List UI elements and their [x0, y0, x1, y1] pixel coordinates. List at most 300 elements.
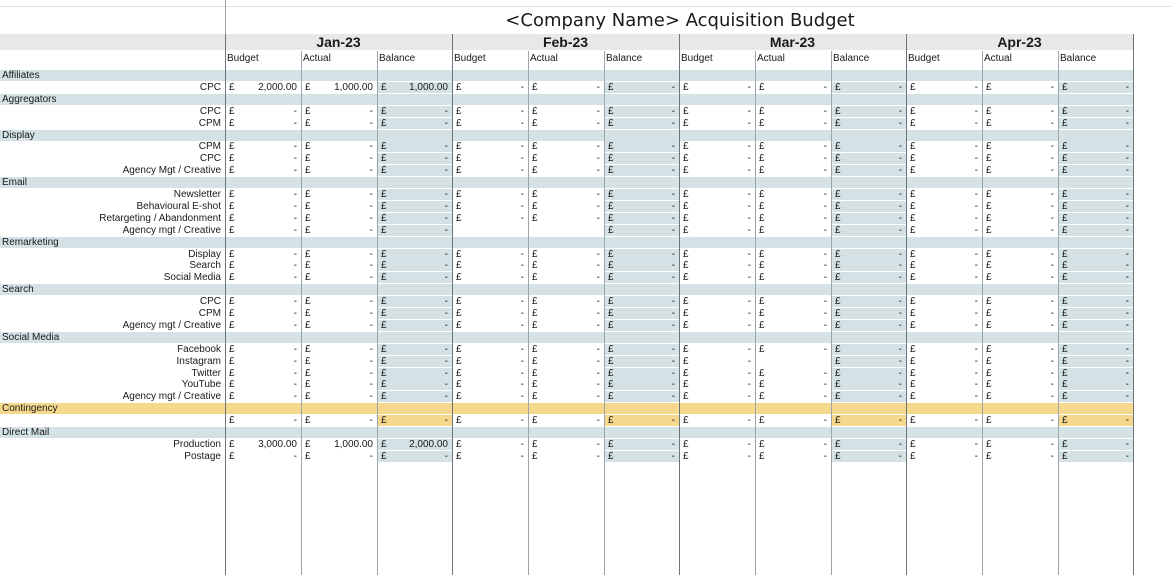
- budget-cell[interactable]: [452, 201, 528, 212]
- subheader-balance[interactable]: Balance: [377, 51, 452, 67]
- actual-cell[interactable]: [301, 344, 377, 355]
- balance-cell[interactable]: [1058, 118, 1133, 129]
- budget-cell[interactable]: [225, 225, 301, 236]
- balance-cell[interactable]: [604, 308, 679, 319]
- actual-cell[interactable]: [755, 165, 831, 176]
- budget-cell[interactable]: [452, 225, 528, 236]
- actual-cell[interactable]: [528, 141, 604, 152]
- budget-cell[interactable]: [225, 344, 301, 355]
- balance-cell[interactable]: [1058, 439, 1133, 450]
- balance-cell[interactable]: [604, 141, 679, 152]
- month-header-jan-23[interactable]: Jan-23: [225, 34, 452, 50]
- balance-cell[interactable]: [1058, 368, 1133, 379]
- actual-cell[interactable]: [301, 189, 377, 200]
- row-label[interactable]: Agency Mgt / Creative: [0, 165, 225, 176]
- row-label[interactable]: Social Media: [0, 272, 225, 283]
- budget-cell[interactable]: [225, 320, 301, 331]
- budget-cell[interactable]: [679, 201, 755, 212]
- actual-cell[interactable]: [755, 320, 831, 331]
- row-label[interactable]: Display: [0, 249, 225, 260]
- row-label[interactable]: Newsletter: [0, 189, 225, 200]
- balance-cell[interactable]: [831, 320, 906, 331]
- balance-cell[interactable]: [1058, 308, 1133, 319]
- budget-cell[interactable]: [679, 82, 755, 93]
- actual-cell[interactable]: [755, 379, 831, 390]
- actual-cell[interactable]: [982, 439, 1058, 450]
- group-label[interactable]: Aggregators: [0, 94, 1133, 105]
- actual-cell[interactable]: [528, 213, 604, 224]
- actual-cell[interactable]: [755, 368, 831, 379]
- balance-cell[interactable]: [831, 106, 906, 117]
- budget-cell[interactable]: [679, 249, 755, 260]
- row-label[interactable]: Agency mgt / Creative: [0, 320, 225, 331]
- actual-cell[interactable]: [528, 451, 604, 462]
- month-header-mar-23[interactable]: Mar-23: [679, 34, 906, 50]
- balance-cell[interactable]: [377, 379, 452, 390]
- balance-cell[interactable]: [377, 106, 452, 117]
- balance-cell[interactable]: [831, 249, 906, 260]
- balance-cell[interactable]: [831, 260, 906, 271]
- row-label[interactable]: CPC: [0, 106, 225, 117]
- balance-cell[interactable]: [604, 165, 679, 176]
- actual-cell[interactable]: [755, 213, 831, 224]
- budget-cell[interactable]: [452, 379, 528, 390]
- actual-cell[interactable]: [982, 379, 1058, 390]
- actual-cell[interactable]: [755, 296, 831, 307]
- actual-cell[interactable]: [528, 320, 604, 331]
- row-label[interactable]: CPC: [0, 82, 225, 93]
- balance-cell[interactable]: [831, 296, 906, 307]
- actual-cell[interactable]: [301, 391, 377, 402]
- actual-cell[interactable]: [982, 118, 1058, 129]
- month-header-apr-23[interactable]: Apr-23: [906, 34, 1133, 50]
- row-label[interactable]: Twitter: [0, 368, 225, 379]
- actual-cell[interactable]: [528, 225, 604, 236]
- balance-cell[interactable]: [1058, 415, 1133, 426]
- budget-cell[interactable]: [906, 368, 982, 379]
- balance-cell[interactable]: [604, 356, 679, 367]
- budget-cell[interactable]: [906, 391, 982, 402]
- row-label[interactable]: CPM: [0, 141, 225, 152]
- budget-cell[interactable]: [452, 415, 528, 426]
- balance-cell[interactable]: [604, 213, 679, 224]
- balance-cell[interactable]: [831, 379, 906, 390]
- budget-cell[interactable]: [679, 141, 755, 152]
- budget-cell[interactable]: [225, 272, 301, 283]
- actual-cell[interactable]: [982, 344, 1058, 355]
- balance-cell[interactable]: [377, 141, 452, 152]
- actual-cell[interactable]: [982, 225, 1058, 236]
- balance-cell[interactable]: [377, 165, 452, 176]
- actual-cell[interactable]: [982, 391, 1058, 402]
- balance-cell[interactable]: [1058, 82, 1133, 93]
- budget-cell[interactable]: [679, 344, 755, 355]
- balance-cell[interactable]: [604, 201, 679, 212]
- group-label[interactable]: Social Media: [0, 332, 1133, 343]
- actual-cell[interactable]: [528, 356, 604, 367]
- balance-cell[interactable]: [604, 225, 679, 236]
- actual-cell[interactable]: [982, 249, 1058, 260]
- actual-cell[interactable]: [528, 308, 604, 319]
- budget-cell[interactable]: [906, 82, 982, 93]
- actual-cell[interactable]: [528, 379, 604, 390]
- budget-cell[interactable]: [452, 272, 528, 283]
- budget-cell[interactable]: [679, 356, 755, 367]
- balance-cell[interactable]: [604, 368, 679, 379]
- budget-cell[interactable]: [452, 249, 528, 260]
- balance-cell[interactable]: [604, 260, 679, 271]
- actual-cell[interactable]: [528, 189, 604, 200]
- actual-cell[interactable]: [982, 141, 1058, 152]
- row-label[interactable]: Search: [0, 260, 225, 271]
- actual-cell[interactable]: [982, 320, 1058, 331]
- budget-cell[interactable]: [452, 82, 528, 93]
- balance-cell[interactable]: [831, 451, 906, 462]
- balance-cell[interactable]: [831, 153, 906, 164]
- balance-cell[interactable]: [831, 272, 906, 283]
- budget-cell[interactable]: [225, 260, 301, 271]
- budget-cell[interactable]: [452, 189, 528, 200]
- balance-cell[interactable]: [377, 153, 452, 164]
- balance-cell[interactable]: [831, 368, 906, 379]
- actual-cell[interactable]: [982, 82, 1058, 93]
- balance-cell[interactable]: [1058, 249, 1133, 260]
- budget-cell[interactable]: [679, 213, 755, 224]
- balance-cell[interactable]: [1058, 260, 1133, 271]
- actual-cell[interactable]: [755, 451, 831, 462]
- budget-cell[interactable]: [906, 344, 982, 355]
- actual-cell[interactable]: [982, 153, 1058, 164]
- budget-cell[interactable]: [679, 153, 755, 164]
- actual-cell[interactable]: [301, 118, 377, 129]
- budget-cell[interactable]: [906, 189, 982, 200]
- actual-cell[interactable]: [528, 439, 604, 450]
- balance-cell[interactable]: [831, 391, 906, 402]
- budget-cell[interactable]: [679, 368, 755, 379]
- balance-cell[interactable]: [377, 391, 452, 402]
- subheader-balance[interactable]: Balance: [604, 51, 679, 67]
- actual-cell[interactable]: [982, 260, 1058, 271]
- balance-cell[interactable]: [604, 344, 679, 355]
- budget-cell[interactable]: [906, 201, 982, 212]
- balance-cell[interactable]: [377, 201, 452, 212]
- budget-cell[interactable]: [225, 379, 301, 390]
- balance-cell[interactable]: [831, 189, 906, 200]
- actual-cell[interactable]: [301, 225, 377, 236]
- actual-cell[interactable]: [301, 415, 377, 426]
- month-header-feb-23[interactable]: Feb-23: [452, 34, 679, 50]
- balance-cell[interactable]: [1058, 379, 1133, 390]
- subheader-balance[interactable]: Balance: [1058, 51, 1133, 67]
- actual-cell[interactable]: [755, 249, 831, 260]
- budget-cell[interactable]: [679, 308, 755, 319]
- balance-cell[interactable]: [604, 106, 679, 117]
- budget-cell[interactable]: [225, 439, 301, 450]
- actual-cell[interactable]: [755, 201, 831, 212]
- balance-cell[interactable]: [604, 153, 679, 164]
- subheader-balance[interactable]: Balance: [831, 51, 906, 67]
- actual-cell[interactable]: [982, 308, 1058, 319]
- balance-cell[interactable]: [604, 118, 679, 129]
- actual-cell[interactable]: [301, 451, 377, 462]
- balance-cell[interactable]: [377, 189, 452, 200]
- balance-cell[interactable]: [1058, 141, 1133, 152]
- actual-cell[interactable]: [528, 296, 604, 307]
- actual-cell[interactable]: [301, 141, 377, 152]
- balance-cell[interactable]: [604, 415, 679, 426]
- balance-cell[interactable]: [604, 439, 679, 450]
- row-label[interactable]: CPM: [0, 118, 225, 129]
- budget-cell[interactable]: [679, 379, 755, 390]
- budget-cell[interactable]: [679, 391, 755, 402]
- budget-cell[interactable]: [452, 165, 528, 176]
- balance-cell[interactable]: [1058, 320, 1133, 331]
- budget-cell[interactable]: [906, 379, 982, 390]
- subheader-actual[interactable]: Actual: [982, 51, 1058, 67]
- balance-cell[interactable]: [604, 296, 679, 307]
- actual-cell[interactable]: [528, 249, 604, 260]
- balance-cell[interactable]: [377, 118, 452, 129]
- balance-cell[interactable]: [1058, 391, 1133, 402]
- budget-cell[interactable]: [225, 82, 301, 93]
- actual-cell[interactable]: [301, 165, 377, 176]
- budget-cell[interactable]: [225, 415, 301, 426]
- balance-cell[interactable]: [377, 225, 452, 236]
- actual-cell[interactable]: [982, 201, 1058, 212]
- balance-cell[interactable]: [604, 320, 679, 331]
- actual-cell[interactable]: [528, 153, 604, 164]
- actual-cell[interactable]: [528, 201, 604, 212]
- row-label[interactable]: Postage: [0, 451, 225, 462]
- row-label[interactable]: CPM: [0, 308, 225, 319]
- budget-cell[interactable]: [452, 213, 528, 224]
- row-label[interactable]: [0, 415, 225, 426]
- balance-cell[interactable]: [604, 272, 679, 283]
- actual-cell[interactable]: [528, 165, 604, 176]
- actual-cell[interactable]: [755, 439, 831, 450]
- balance-cell[interactable]: [1058, 213, 1133, 224]
- balance-cell[interactable]: [831, 201, 906, 212]
- row-label[interactable]: Retargeting / Abandonment: [0, 213, 225, 224]
- balance-cell[interactable]: [1058, 356, 1133, 367]
- row-label[interactable]: Facebook: [0, 344, 225, 355]
- budget-cell[interactable]: [906, 225, 982, 236]
- budget-cell[interactable]: [906, 213, 982, 224]
- balance-cell[interactable]: [604, 451, 679, 462]
- budget-cell[interactable]: [452, 439, 528, 450]
- actual-cell[interactable]: [755, 308, 831, 319]
- budget-cell[interactable]: [679, 189, 755, 200]
- balance-cell[interactable]: [831, 213, 906, 224]
- budget-cell[interactable]: [906, 272, 982, 283]
- actual-cell[interactable]: [528, 272, 604, 283]
- actual-cell[interactable]: [982, 451, 1058, 462]
- budget-cell[interactable]: [906, 439, 982, 450]
- actual-cell[interactable]: [755, 141, 831, 152]
- budget-cell[interactable]: [225, 153, 301, 164]
- balance-cell[interactable]: [377, 249, 452, 260]
- balance-cell[interactable]: [604, 391, 679, 402]
- budget-cell[interactable]: [225, 165, 301, 176]
- budget-cell[interactable]: [452, 356, 528, 367]
- actual-cell[interactable]: [301, 379, 377, 390]
- balance-cell[interactable]: [377, 296, 452, 307]
- balance-cell[interactable]: [1058, 153, 1133, 164]
- actual-cell[interactable]: [301, 272, 377, 283]
- actual-cell[interactable]: [982, 106, 1058, 117]
- actual-cell[interactable]: [755, 225, 831, 236]
- row-label[interactable]: Instagram: [0, 356, 225, 367]
- balance-cell[interactable]: [1058, 344, 1133, 355]
- budget-cell[interactable]: [906, 415, 982, 426]
- actual-cell[interactable]: [982, 189, 1058, 200]
- balance-cell[interactable]: [831, 118, 906, 129]
- budget-cell[interactable]: [452, 118, 528, 129]
- balance-cell[interactable]: [831, 82, 906, 93]
- budget-cell[interactable]: [906, 296, 982, 307]
- budget-cell[interactable]: [225, 368, 301, 379]
- actual-cell[interactable]: [528, 391, 604, 402]
- budget-cell[interactable]: [679, 118, 755, 129]
- budget-cell[interactable]: [452, 391, 528, 402]
- actual-cell[interactable]: [528, 415, 604, 426]
- group-label[interactable]: Affiliates: [0, 70, 1133, 81]
- budget-cell[interactable]: [225, 249, 301, 260]
- actual-cell[interactable]: [755, 391, 831, 402]
- subheader-actual[interactable]: Actual: [528, 51, 604, 67]
- actual-cell[interactable]: [301, 356, 377, 367]
- row-label[interactable]: Production: [0, 439, 225, 450]
- balance-cell[interactable]: [377, 451, 452, 462]
- budget-cell[interactable]: [225, 308, 301, 319]
- balance-cell[interactable]: [377, 415, 452, 426]
- budget-cell[interactable]: [452, 296, 528, 307]
- actual-cell[interactable]: [301, 153, 377, 164]
- budget-cell[interactable]: [452, 320, 528, 331]
- subheader-budget[interactable]: Budget: [452, 51, 528, 67]
- balance-cell[interactable]: [377, 344, 452, 355]
- balance-cell[interactable]: [1058, 165, 1133, 176]
- budget-cell[interactable]: [679, 320, 755, 331]
- actual-cell[interactable]: [755, 118, 831, 129]
- balance-cell[interactable]: [1058, 296, 1133, 307]
- budget-cell[interactable]: [679, 451, 755, 462]
- balance-cell[interactable]: [377, 213, 452, 224]
- balance-cell[interactable]: [604, 82, 679, 93]
- budget-cell[interactable]: [679, 106, 755, 117]
- balance-cell[interactable]: [1058, 451, 1133, 462]
- actual-cell[interactable]: [755, 344, 831, 355]
- actual-cell[interactable]: [755, 189, 831, 200]
- actual-cell[interactable]: [301, 308, 377, 319]
- actual-cell[interactable]: [301, 439, 377, 450]
- balance-cell[interactable]: [377, 356, 452, 367]
- balance-cell[interactable]: [831, 308, 906, 319]
- subheader-budget[interactable]: Budget: [679, 51, 755, 67]
- budget-cell[interactable]: [906, 260, 982, 271]
- group-label[interactable]: Search: [0, 284, 1133, 295]
- balance-cell[interactable]: [831, 344, 906, 355]
- actual-cell[interactable]: [528, 260, 604, 271]
- actual-cell[interactable]: [301, 249, 377, 260]
- group-label[interactable]: Email: [0, 177, 1133, 188]
- row-label[interactable]: Behavioural E-shot: [0, 201, 225, 212]
- budget-cell[interactable]: [679, 225, 755, 236]
- group-label[interactable]: Contingency: [0, 403, 1133, 414]
- group-label[interactable]: Remarketing: [0, 237, 1133, 248]
- actual-cell[interactable]: [755, 106, 831, 117]
- actual-cell[interactable]: [301, 320, 377, 331]
- group-label[interactable]: Display: [0, 130, 1133, 141]
- actual-cell[interactable]: [528, 368, 604, 379]
- actual-cell[interactable]: [982, 272, 1058, 283]
- actual-cell[interactable]: [755, 260, 831, 271]
- actual-cell[interactable]: [755, 153, 831, 164]
- actual-cell[interactable]: [982, 368, 1058, 379]
- actual-cell[interactable]: [301, 260, 377, 271]
- budget-cell[interactable]: [679, 439, 755, 450]
- balance-cell[interactable]: [377, 368, 452, 379]
- budget-cell[interactable]: [906, 153, 982, 164]
- balance-cell[interactable]: [377, 308, 452, 319]
- budget-cell[interactable]: [452, 153, 528, 164]
- actual-cell[interactable]: [528, 82, 604, 93]
- balance-cell[interactable]: [377, 320, 452, 331]
- balance-cell[interactable]: [1058, 106, 1133, 117]
- actual-cell[interactable]: [301, 82, 377, 93]
- budget-cell[interactable]: [225, 356, 301, 367]
- row-label[interactable]: Agency mgt / Creative: [0, 225, 225, 236]
- subheader-actual[interactable]: Actual: [301, 51, 377, 67]
- row-label[interactable]: CPC: [0, 296, 225, 307]
- budget-cell[interactable]: [906, 141, 982, 152]
- subheader-actual[interactable]: Actual: [755, 51, 831, 67]
- actual-cell[interactable]: [982, 356, 1058, 367]
- budget-cell[interactable]: [906, 308, 982, 319]
- budget-cell[interactable]: [225, 391, 301, 402]
- budget-cell[interactable]: [679, 260, 755, 271]
- balance-cell[interactable]: [831, 356, 906, 367]
- budget-cell[interactable]: [906, 106, 982, 117]
- budget-cell[interactable]: [906, 320, 982, 331]
- budget-cell[interactable]: [452, 106, 528, 117]
- budget-cell[interactable]: [225, 296, 301, 307]
- balance-cell[interactable]: [831, 439, 906, 450]
- actual-cell[interactable]: [301, 213, 377, 224]
- balance-cell[interactable]: [1058, 225, 1133, 236]
- budget-cell[interactable]: [225, 141, 301, 152]
- budget-cell[interactable]: [679, 272, 755, 283]
- balance-cell[interactable]: [831, 225, 906, 236]
- sheet-title[interactable]: <Company Name> Acquisition Budget: [505, 10, 855, 31]
- actual-cell[interactable]: [528, 106, 604, 117]
- budget-cell[interactable]: [225, 451, 301, 462]
- balance-cell[interactable]: [1058, 189, 1133, 200]
- balance-cell[interactable]: [604, 249, 679, 260]
- budget-cell[interactable]: [225, 201, 301, 212]
- budget-cell[interactable]: [452, 141, 528, 152]
- actual-cell[interactable]: [982, 213, 1058, 224]
- budget-cell[interactable]: [906, 249, 982, 260]
- actual-cell[interactable]: [755, 82, 831, 93]
- balance-cell[interactable]: [377, 260, 452, 271]
- budget-cell[interactable]: [452, 308, 528, 319]
- actual-cell[interactable]: [301, 106, 377, 117]
- actual-cell[interactable]: [755, 415, 831, 426]
- actual-cell[interactable]: [301, 296, 377, 307]
- balance-cell[interactable]: [1058, 201, 1133, 212]
- actual-cell[interactable]: [982, 165, 1058, 176]
